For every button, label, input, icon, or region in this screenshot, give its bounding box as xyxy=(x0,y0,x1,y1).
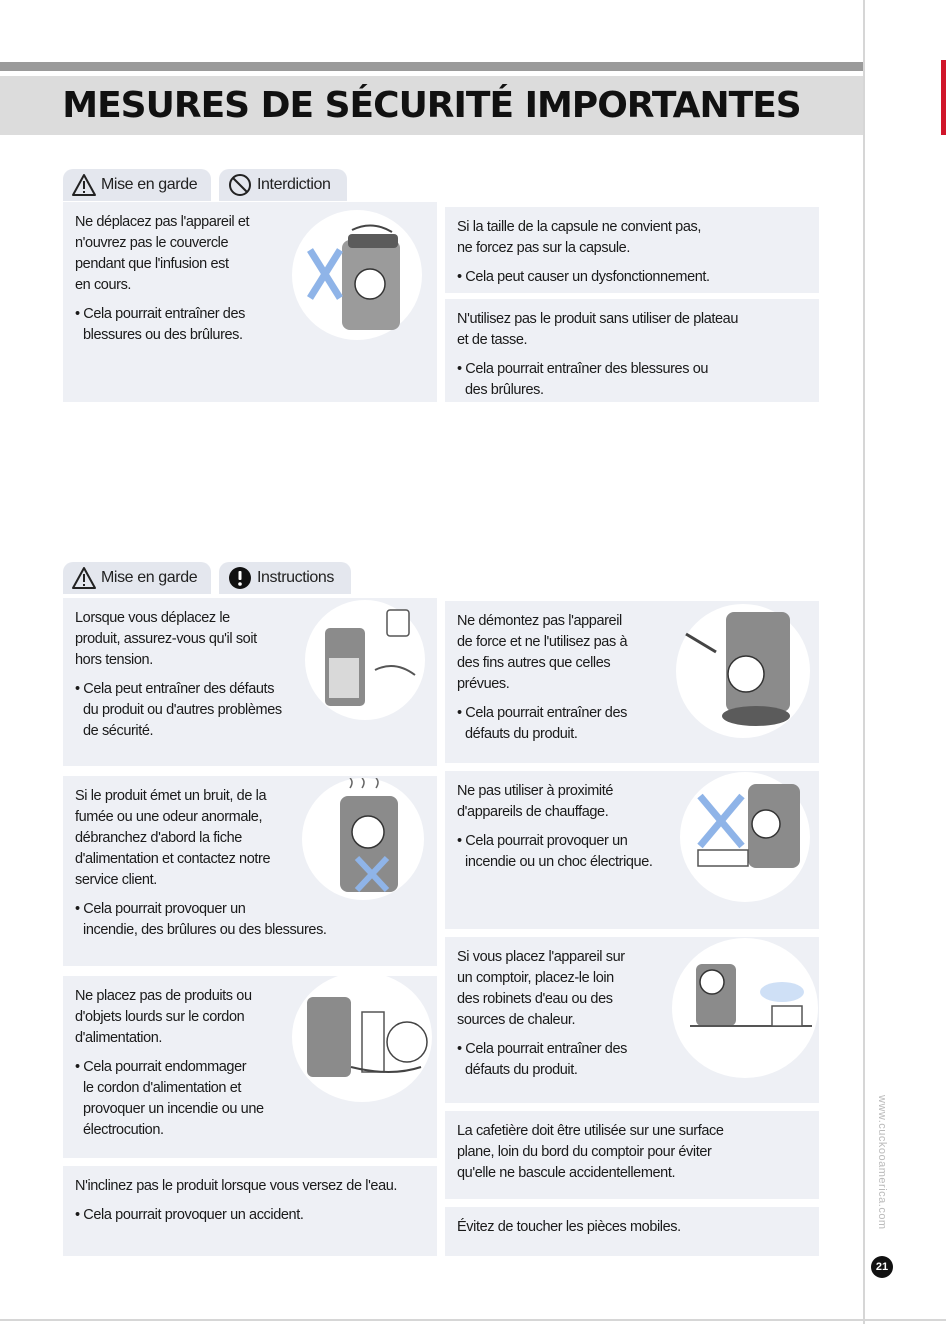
tab-caution-2: Mise en garde xyxy=(63,562,211,594)
warning-triangle-icon xyxy=(71,565,97,591)
prohibition-icon xyxy=(227,172,253,198)
caution-box-moving: Ne déplacez pas l'appareil et n'ouvrez pas le couvercle pendant que l'infusion est en cours. • Cela pourrait entraîner des blessures ou des brûlures. xyxy=(63,202,437,402)
exclamation-circle-icon xyxy=(227,565,253,591)
header-rule xyxy=(0,62,863,71)
instruction-box-cord: Ne placez pas de produits ou d'objets lourds sur le cordon d'alimentation. • Cela pourrait endommager le cordon d'alimentation et provoquer un incendie ou une électrocution. xyxy=(63,976,437,1158)
illustration-heavy-object-cord xyxy=(292,972,432,1102)
page-number: 21 xyxy=(871,1256,893,1278)
caution-box-tray: N'utilisez pas le produit sans utiliser de plateau et de tasse. • Cela pourrait entraîner des blessures ou des brûlures. xyxy=(445,299,819,402)
instruction-box-counter: Si vous placez l'appareil sur un comptoir, placez-le loin des robinets d'eau ou des sources de chaleur. • Cela pourrait entraîner des défauts du produit. xyxy=(445,937,819,1103)
instruction-box-flat-surface: La cafetière doit être utilisée sur une surface plane, loin du bord du comptoir pour éviter qu'elle ne bascule accidentellement. xyxy=(445,1111,819,1199)
illustration-smoke xyxy=(302,778,424,900)
page-edge-line xyxy=(863,0,865,1324)
side-website-url: www.cuckooamerica.com xyxy=(876,1095,888,1230)
instruction-box-power-off: Lorsque vous déplacez le produit, assurez-vous qu'il soit hors tension. • Cela peut entraîner des défauts du produit ou d'autres problèmes de sécurité. xyxy=(63,598,437,766)
tab-instructions: Instructions xyxy=(219,562,351,594)
page-bottom-line xyxy=(0,1319,946,1321)
tab-caution: Mise en garde xyxy=(63,169,211,201)
illustration-open-lid xyxy=(292,210,422,340)
instruction-box-disassemble: Ne démontez pas l'appareil de force et ne l'utilisez pas à des fins autres que celles prévues. • Cela pourrait entraîner des défauts du produit. xyxy=(445,601,819,763)
instruction-box-heater: Ne pas utiliser à proximité d'appareils de chauffage. • Cela pourrait provoquer un incendie ou un choc électrique. xyxy=(445,771,819,929)
illustration-disassemble xyxy=(676,604,810,738)
illustration-heater xyxy=(680,772,810,902)
illustration-unplug xyxy=(305,600,425,720)
page-title: MESURES DE SÉCURITÉ IMPORTANTES xyxy=(62,85,801,126)
illustration-counter xyxy=(672,938,818,1078)
warning-triangle-icon xyxy=(71,172,97,198)
caution-box-capsule: Si la taille de la capsule ne convient pas, ne forcez pas sur la capsule. • Cela peut causer un dysfonctionnement. xyxy=(445,207,819,293)
instruction-box-abnormal: Si le produit émet un bruit, de la fumée ou une odeur anormale, débranchez d'abord la fiche d'alimentation et contactez notre service client. • Cela pourrait provoquer un incendie, des brûlures ou des blessures. xyxy=(63,776,437,966)
tab-prohibition: Interdiction xyxy=(219,169,347,201)
instruction-box-moving-parts: Évitez de toucher les pièces mobiles. xyxy=(445,1207,819,1256)
section-marker xyxy=(941,60,946,135)
instruction-box-tilt: N'inclinez pas le produit lorsque vous versez de l'eau. • Cela pourrait provoquer un accident. xyxy=(63,1166,437,1256)
